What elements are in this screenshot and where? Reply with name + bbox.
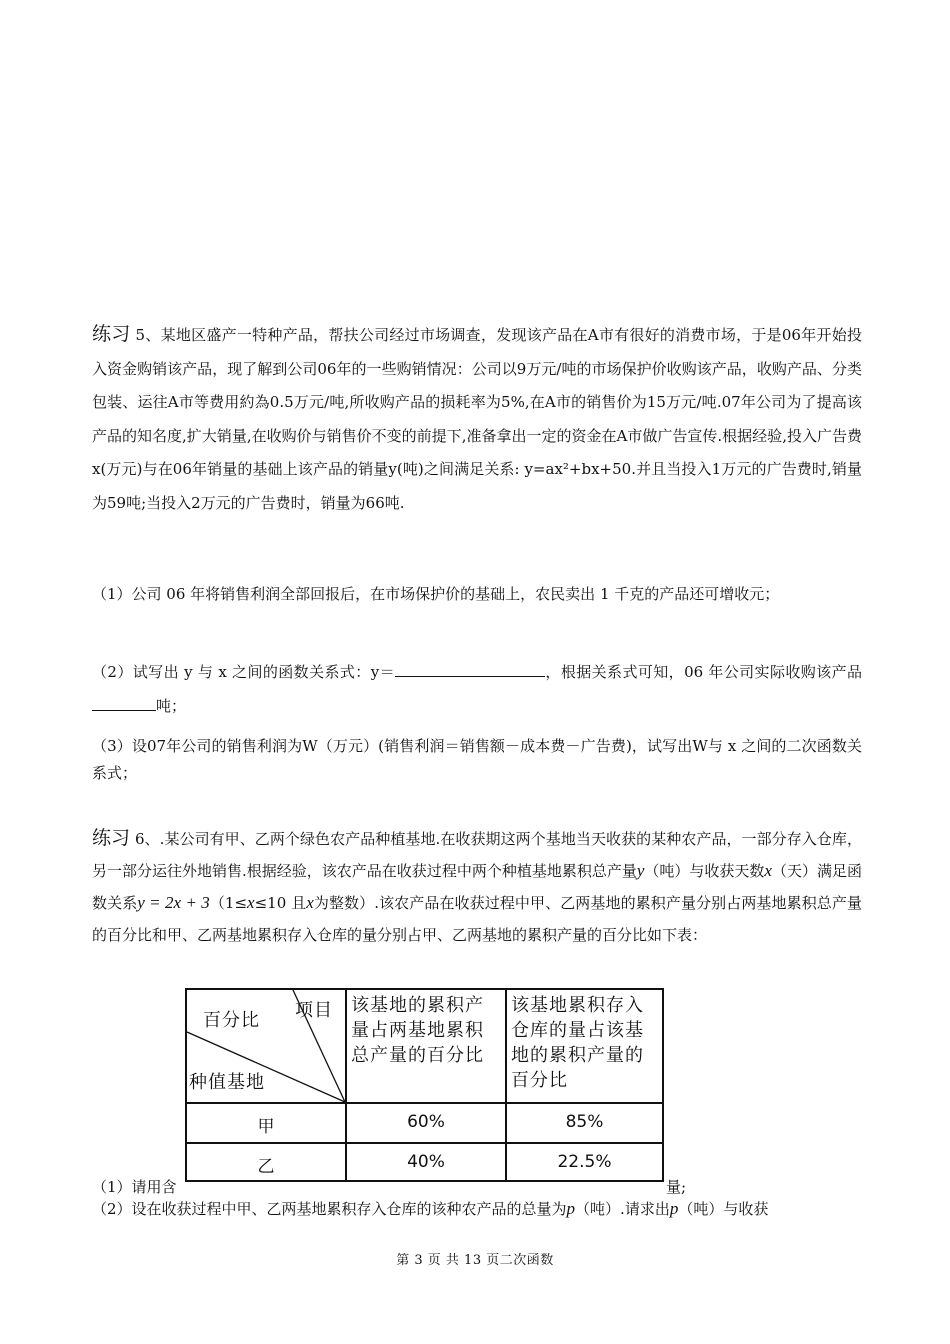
exercise-6-question-2 — [92, 1198, 862, 1219]
q1-visible-text: （1）请用含 — [92, 1178, 177, 1196]
corner-label-percent: 百分比 — [203, 1010, 260, 1031]
q2-text-b: ，根据关系式可知，06 年公司实际收购该产品 — [545, 663, 863, 681]
column-header-share: 该基地的累积产量占两基地累积总产量的百分比 — [351, 995, 484, 1066]
exercise-5-question-2 — [92, 656, 862, 723]
corner-label-base: 种值基地 — [189, 1072, 265, 1093]
var-x: x — [306, 893, 314, 912]
cell-stored: 85% — [565, 1112, 604, 1132]
cell-stored: 22.5% — [557, 1152, 612, 1172]
row-base-label: 甲 — [257, 1117, 275, 1137]
ex6-text-5: ≤10 且 — [254, 894, 307, 912]
function-formula: y = 2x + 3 — [137, 893, 210, 912]
var-x: x — [764, 861, 772, 880]
ex6-text-6: 为整数）.该农产品在收获过程中甲、乙两基地的累积产量分别占两基地累积总产量的百分比和甲、乙两基地累积存入仓库的量分别占甲、乙两基地的累积产量的百分比如下表： — [92, 894, 862, 944]
column-header-stored: 该基地累积存入仓库的量占该基地的累积产量的百分比 — [511, 995, 644, 1091]
row-base-label: 乙 — [257, 1157, 275, 1177]
cell-share: 60% — [407, 1112, 445, 1132]
ex6-text-1: 6、.某公司有甲、乙两个绿色农产品种植基地.在收获期这两个基地当天收获的某种农产品，一部分存入仓库，另一部分运往外地销售.根据经验，该农产品在收获过程中两个种植基地累积总产量 — [92, 830, 862, 880]
corner-label-item: 项目 — [295, 1000, 333, 1021]
answer-blank-function[interactable] — [395, 660, 545, 677]
exercise-6-intro — [92, 822, 862, 951]
exercise-5-question-3: （3）设07年公司的销售利润为W（万元）(销售利润＝销售额－成本费－广告费)，试写出W与 x 之间的二次函数关系式； — [92, 737, 862, 782]
exercise-5-question-1: （1）公司 06 年将销售利润全部回报后，在市场保护价的基础上，农民卖出 1 千克的产品还可增收元； — [92, 585, 780, 603]
exercise-5-intro — [92, 318, 862, 521]
page-footer: 第 3 页 共 13 页二次函数 — [396, 1253, 554, 1268]
exercise-6-question-1 — [92, 1176, 862, 1197]
q1-end-text: 量; — [666, 1178, 687, 1196]
cell-share: 40% — [407, 1152, 445, 1172]
exercise-tag: 练习 — [92, 827, 131, 849]
ex6-text-2: （吨）与收获天数 — [644, 862, 765, 880]
q2-text-c: 吨； — [156, 696, 187, 715]
answer-blank-tons[interactable] — [92, 694, 156, 711]
exercise-5-text: 5、某地区盛产一特种产品，帮扶公司经过市场调查，发现该产品在A市有很好的消费市场，于是06年开始投入资金购销该产品，现了解到公司06年的一些购销情况：公司以9万元/吨的市场保护价收购该产品，收购产品、分类包装、运往A市等费用約為0.5万元/吨,所收购产品的损耗率为5%,在A市的销售价为15万元/吨.07年公司为了提高该产品的知名度,扩大销量,在收购价与销售价不变的前提下,准备拿出一定的资金在A市做广告宣传.根据经验,投入广告费x(万元)与在06年销量的基础上该产品的销量y(吨)之间满足关系: y=ax²+bx+50.并且当投入1万元的广告费时,销量为59吨;当投入2万元的广告费时，销量为66吨. — [92, 326, 862, 512]
var-x: x — [247, 893, 255, 912]
percentage-table — [185, 988, 664, 1182]
q2-text-c: （吨）与收获 — [678, 1200, 769, 1218]
exercise-tag: 练习 — [92, 323, 131, 345]
q2-text-b: （吨）.请求出 — [575, 1200, 670, 1218]
table-divider — [187, 1142, 662, 1144]
var-y: y — [636, 861, 645, 880]
ex6-text-4: （1≤ — [209, 894, 248, 912]
q2-text-a: （2）设在收获过程中甲、乙两基地累积存入仓库的该种农产品的总量为 — [92, 1200, 567, 1218]
ex6-text-3: （天）满足函数关系 — [92, 862, 862, 912]
var-p: p — [669, 1199, 679, 1218]
q2-text-a: （2）试写出 y 与 x 之间的函数关系式：y＝ — [92, 663, 395, 681]
var-p: p — [566, 1199, 576, 1218]
